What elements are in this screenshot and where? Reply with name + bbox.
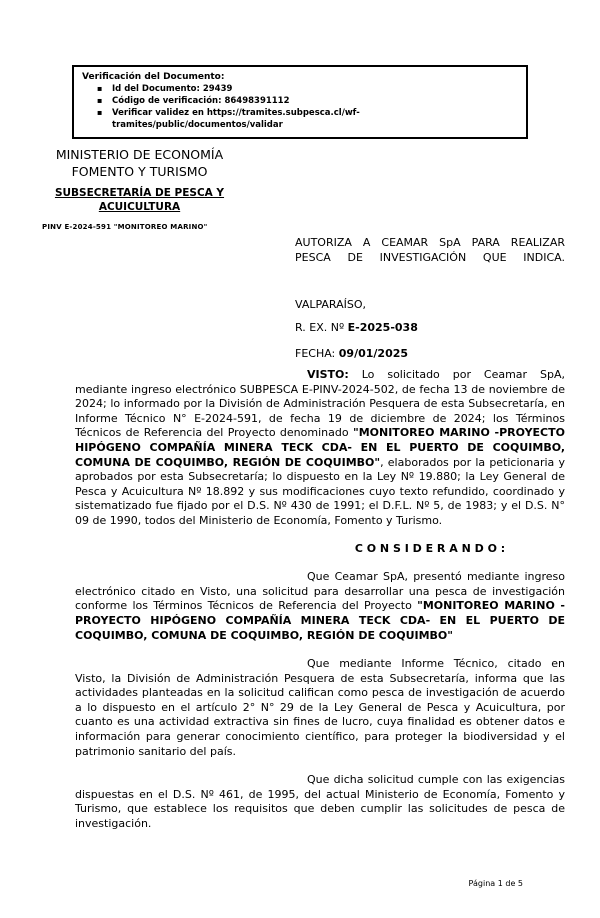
- considerando-paragraph-1-project-name: "MONITOREO MARINO -PROYECTO HIPÓGENO COMPAÑÍA MINERA TECK CDA- EN EL PUERTO DE COQUIMBO, COMUNA DE COQUIMBO, REGIÓN DE COQUIMBO": [75, 599, 565, 642]
- city-line: VALPARAÍSO,: [295, 297, 367, 311]
- visto-label: VISTO:: [307, 368, 349, 381]
- considerando-paragraph-3: Que dicha solicitud cumple con las exigencias dispuestas en el D.S. Nº 461, de 1995, del actual Ministerio de Economía, Fomento y Turismo, que establece los requisitos que deben cumplir las solicitudes de pesca de investigación.: [75, 773, 565, 831]
- date-line: [295, 347, 565, 362]
- verification-list: [82, 83, 520, 131]
- visto-project-name: "MONITOREO MARINO -PROYECTO HIPÓGENO COMPAÑÍA MINERA TECK CDA- EN EL PUERTO DE COQUIMBO, COMUNA DE COQUIMBO, REGIÓN DE COQUIMBO": [75, 426, 565, 469]
- resolution-heading: [295, 236, 565, 362]
- resolution-number-line: [295, 321, 565, 336]
- ministry-name-line1: MINISTERIO DE ECONOMÍA: [55, 147, 224, 162]
- date-prefix: FECHA:: [295, 346, 339, 360]
- page-indicator: Página 1 de 5: [468, 879, 523, 888]
- considerando-paragraph-2: Que mediante Informe Técnico, citado en Visto, la División de Administración Pesquera de esta Subsecretaría, informa que las actividades planteadas en la solicitud califican como pesca de investigación de acuerdo a lo dispuesto en el artículo 2° N° 29 de la Ley General de Pesca y Acuicultura, por cuanto es una actividad extractiva sin fines de lucro, cuya finalidad es obtener datos e información para generar conocimiento científico, para proteger la biodiversidad y el patrimonio sanitario del país.: [75, 657, 565, 758]
- letterhead: [42, 146, 237, 231]
- verification-title: Verificación del Documento:: [82, 72, 225, 82]
- verification-item-url: ▪ Verificar validez en https://tramites.subpesca.cl/wf-tramites/public/documentos/validar: [82, 107, 520, 131]
- considerando-heading: C O N S I D E R A N D O :: [354, 541, 506, 555]
- resolution-number-value: E-2025-038: [347, 321, 418, 335]
- resolution-number-prefix: R. EX. Nº: [295, 321, 348, 335]
- verification-box: [72, 65, 528, 139]
- subsecretary-name: [42, 186, 237, 214]
- considerando-paragraph-1: [75, 570, 565, 643]
- file-reference: PINV E-2024-591 "MONITOREO MARINO": [42, 223, 208, 231]
- date-value: 09/01/2025: [338, 346, 409, 360]
- resolution-subject: AUTORIZA A CEAMAR SpA PARA REALIZAR PESCA DE INVESTIGACIÓN QUE INDICA.: [295, 236, 565, 264]
- visto-text-2: , elaborados por la peticionaria y aprobados por esta Subsecretaría; lo dispuesto en la Ley Nº 19.880; la Ley General de Pesca y Acuicultura Nº 18.892 y sus modificaciones cuyo texto refundido, coordinado y sistematizado fue fijado por el D.S. Nº 430 de 1991; el D.F.L. Nº 5, de 1983; y el D.S. N° 09 de 1990, todos del Ministerio de Economía, Fomento y Turismo.: [75, 455, 565, 527]
- verification-item-code: ▪ Código de verificación: 86498391112: [82, 95, 520, 107]
- visto-text-1: Lo solicitado por Ceamar SpA, mediante ingreso electrónico SUBPESCA E-PINV-2024-502, de fecha 13 de noviembre de 2024; lo informado por la División de Administración Pesquera de esta Subsecretaría, en Informe Técnico N° E-2024-591, de fecha 19 de diciembre de 2024; los Términos Técnicos de Referencia del Proyecto denominado: [75, 368, 565, 440]
- ministry-name-line2: FOMENTO Y TURISMO: [71, 164, 208, 179]
- subsecretary-name-line1: SUBSECRETARÍA DE PESCA Y: [54, 187, 225, 199]
- visto-paragraph: [75, 368, 565, 529]
- subsecretary-name-line2: ACUICULTURA: [98, 201, 181, 213]
- resolution-body: [75, 368, 565, 832]
- considerando-paragraph-1-text: Que Ceamar SpA, presentó mediante ingreso electrónico citado en Visto, una solicitud para desarrollar una pesca de investigación conforme los Términos Técnicos de Referencia del Proyecto: [75, 570, 565, 613]
- verification-item-document-id: ▪ Id del Documento: 29439: [82, 83, 520, 95]
